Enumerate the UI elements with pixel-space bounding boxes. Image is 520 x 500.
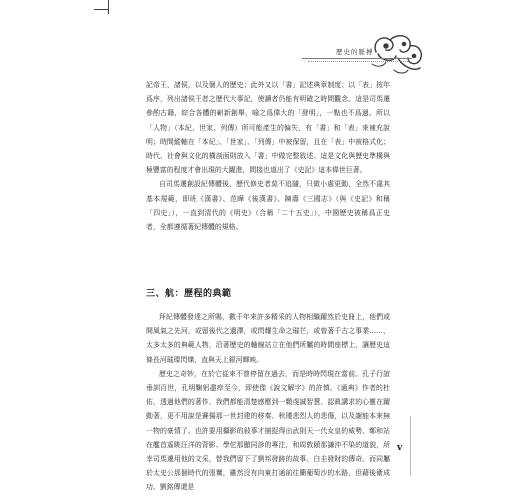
page-number: v — [397, 443, 403, 453]
paragraph: 拜紀傳體發達之所賜，數千年來許多精采的人物相繼躍然於史冊上，他們或開風氣之先河，或留後代之遺澤，或閃耀生命之璀芒，或曾著千古之事業……，太多太多的典範人物，沿著歷史的軸線站立在他們所屬的時間座標上，讓歷史這條長河璀璨閃爍，直與天上銀河輝映。 — [146, 313, 390, 364]
paragraph: 記帝王、諸侯，以及個人的歷史；此外又以「書」記述典章制度；以「表」按年爲序，列出諸侯王者之歷代大事記，使讀者仍能有明確之時間觀念。這是司馬遷參酌古籍，綜合各體的嶄新創舉，喻之爲偉大的「發明」，一點也不爲過。所以「人物」（本紀、世家、列傳）所可能產生的偏失，有「書」和「表」來補充說明；時間縱軸在「本紀」、「世家」、「列傳」中被保留，且在「表」中被格式化；時代、社會與文化的橫剖面則放入「書」中做完整敘述。這是文化與歷史準構與極豐富的程度才會出現的大躍進，間接也道出了《史記》這本偉世巨著。 — [146, 81, 390, 175]
page-edge-rule — [410, 416, 411, 476]
header-dotted-rule — [308, 61, 408, 64]
paragraph: 自司馬遷創設紀傳體後，歷代修史者莫不追隨，只做小處更動，全然不違其基本規範，即班《漢書》、范曄《後漢書》、陳壽《三國志》（與《史記》和稱「四史」），一直到清代的《明史》（合稱「二十五史」），中國歷史被稱爲正史者，全都遵循著紀傳體的規格。 — [146, 180, 390, 232]
crop-mark-vertical — [108, 0, 109, 14]
running-header-title: 歷史的脈搏 — [336, 48, 374, 56]
paragraph: 歷史之奇妙，在於它從來不曾停留在過去，而是時時閃現在當前。孔子行誼垂訓百世，孔明鞠躬盡瘁至今，即使像《說文解字》的許慎、《通典》作者的杜佑，透過他們的著作，我們都能清楚感應到一顆虔誠智慧、認眞講求的心靈在躍動著，更不用說是賽揚那一世封建的移秦、秋瑾悲烈人的悲傷，以及謝能本來無一物的豪情了。也許要用攝影的敍事才捕捉得出武則天一代女皇的威勢、鄭和站在艦首遙眺汪洋的背影、學佗那顯同診的專注，和周敦頤那謙沖不染的道貌，所幸司馬遷用他的文采，替我們留下了劉邦發跡的故事、白圭發財的傳奇。而同屬於太史公那個時代的張騫，雖然沒有向東打通前往蘭葡萄沙的水路，但藉後衛成功、劉銘傳還是 — [146, 369, 390, 492]
body-text-bottom — [146, 310, 390, 495]
header-rule — [302, 58, 412, 59]
section-heading: 三、航：歷程的典範 — [146, 289, 232, 299]
body-text-top — [146, 78, 390, 234]
decorative-ornament-icon — [368, 32, 428, 78]
crop-mark-horizontal — [94, 9, 108, 10]
